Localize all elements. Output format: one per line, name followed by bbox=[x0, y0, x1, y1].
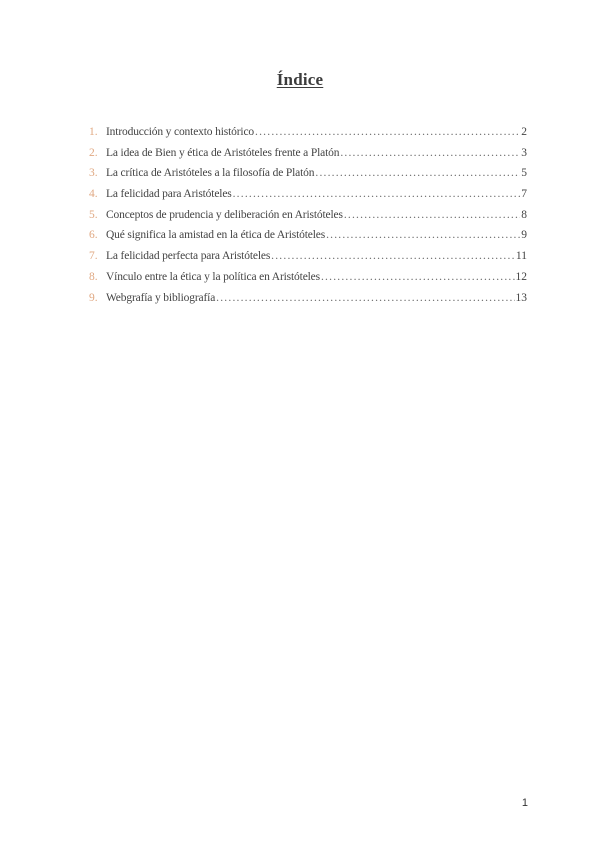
toc-entry-number: 1. bbox=[89, 126, 98, 138]
toc-entry-number: 6. bbox=[89, 229, 98, 242]
toc-dot-leader bbox=[233, 184, 521, 205]
toc-entry-title[interactable]: Qué significa la amistad en la ética de Aristóteles bbox=[106, 229, 326, 242]
toc-entry-page[interactable]: 11 bbox=[515, 250, 527, 263]
toc-entry-number: 4. bbox=[89, 188, 98, 201]
toc-entry[interactable] bbox=[89, 122, 527, 143]
toc-entry-title[interactable]: La felicidad perfecta para Aristóteles bbox=[106, 250, 271, 263]
toc-entry-page[interactable]: 3 bbox=[521, 146, 527, 159]
toc-entry-page[interactable]: 2 bbox=[521, 126, 527, 138]
page-number: 1 bbox=[521, 797, 528, 809]
toc-dot-leader bbox=[216, 288, 514, 309]
toc-entry-number: 2. bbox=[89, 146, 98, 159]
toc-entry-title[interactable]: Conceptos de prudencia y deliberación en Aristóteles bbox=[106, 208, 343, 221]
toc-entry-number: 7. bbox=[89, 250, 98, 263]
toc-dot-leader bbox=[271, 246, 515, 267]
toc-entry[interactable] bbox=[89, 184, 527, 205]
toc-dot-leader bbox=[344, 205, 520, 226]
toc-entry-page[interactable]: 9 bbox=[521, 229, 527, 242]
toc-entry-number: 8. bbox=[89, 270, 98, 283]
toc-entry-page[interactable]: 8 bbox=[521, 208, 527, 221]
toc-entry-number: 3. bbox=[89, 167, 98, 180]
toc-dot-leader bbox=[315, 163, 520, 184]
toc-entry[interactable] bbox=[89, 143, 527, 164]
toc-dot-leader bbox=[321, 267, 515, 288]
toc-dot-leader bbox=[255, 122, 520, 143]
toc-entry-title[interactable]: Introducción y contexto histórico bbox=[106, 126, 255, 138]
toc-entry[interactable] bbox=[89, 288, 527, 309]
toc-entry-page[interactable]: 12 bbox=[515, 270, 527, 283]
toc-entry-title[interactable]: Vínculo entre la ética y la política en Aristóteles bbox=[106, 270, 320, 283]
table-of-contents bbox=[89, 122, 527, 308]
toc-entry-number: 5. bbox=[89, 208, 98, 221]
toc-entry[interactable] bbox=[89, 267, 527, 288]
toc-entry[interactable] bbox=[89, 205, 527, 226]
page-title: Índice bbox=[276, 70, 324, 89]
toc-entry-page[interactable]: 7 bbox=[521, 188, 527, 201]
toc-entry-number: 9. bbox=[89, 291, 98, 304]
toc-entry-page[interactable]: 5 bbox=[521, 167, 527, 180]
toc-entry[interactable] bbox=[89, 163, 527, 184]
toc-entry[interactable] bbox=[89, 225, 527, 246]
toc-entry-title[interactable]: Webgrafía y bibliografía bbox=[106, 291, 216, 304]
toc-entry[interactable] bbox=[89, 246, 527, 267]
toc-dot-leader bbox=[340, 143, 520, 164]
toc-entry-title[interactable]: La crítica de Aristóteles a la filosofía de Platón bbox=[106, 167, 315, 180]
toc-entry-page[interactable]: 13 bbox=[515, 291, 527, 304]
toc-entry-title[interactable]: La idea de Bien y ética de Aristóteles frente a Platón bbox=[106, 146, 340, 159]
toc-dot-leader bbox=[326, 225, 520, 246]
toc-entry-title[interactable]: La felicidad para Aristóteles bbox=[106, 188, 232, 201]
